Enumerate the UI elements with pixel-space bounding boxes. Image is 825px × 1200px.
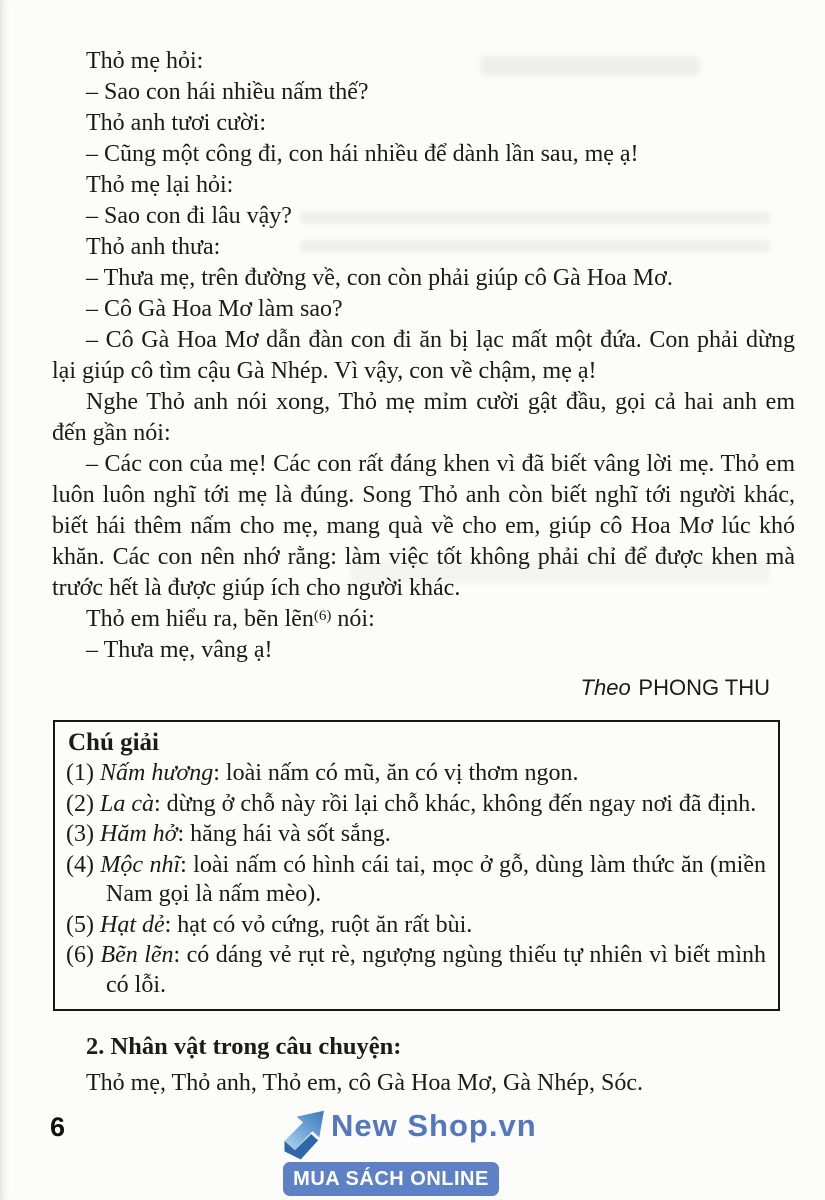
story-paragraph: – Thưa mẹ, trên đường về, con còn phải giúp cô Gà Hoa Mơ.	[86, 265, 673, 291]
glossary-entry: (2) La cà: dừng ở chỗ này rồi lại chỗ khác, không đến ngay nơi đã định.	[66, 790, 757, 817]
section-characters	[52, 1032, 795, 1098]
story-paragraph: Thỏ mẹ hỏi:	[86, 48, 204, 74]
footnote-reference: (6)	[313, 608, 332, 624]
story-paragraph: – Cô Gà Hoa Mơ dẫn đàn con đi ăn bị lạc mất một đứa. Con phải dừng lại giúp cô tìm cậu Gà Nhép. Vì vậy, con về chậm, mẹ ạ!	[52, 327, 795, 384]
story-paragraph: – Cũng một công đi, con hái nhiều để dành lần sau, mẹ ạ!	[86, 141, 639, 167]
section-body: Thỏ mẹ, Thỏ anh, Thỏ em, cô Gà Hoa Mơ, Gà Nhép, Sóc.	[86, 1070, 644, 1096]
story-paragraph: Thỏ anh tươi cười:	[86, 110, 267, 136]
glossary-term: Nấm hương	[99, 760, 214, 786]
glossary-entries	[66, 759, 766, 1000]
glossary-box	[53, 720, 780, 1011]
section-heading: 2. Nhân vật trong câu chuyện:	[86, 1033, 402, 1060]
glossary-term: Mộc nhĩ	[100, 851, 181, 878]
story-paragraph: – Các con của mẹ! Các con rất đáng khen vì đã biết vâng lời mẹ. Thỏ em luôn luôn nghĩ tới mẹ là đúng. Song Thỏ anh còn biết nghĩ tới người khác, biết hái thêm nấm cho mẹ, mang quà về cho em, giúp cô Hoa Mơ lúc khó khăn. Các con nên nhớ rằng: làm việc tốt không phải chỉ để được khen mà trước hết là được giúp ích cho người khác.	[52, 451, 795, 601]
story-paragraph: Nghe Thỏ anh nói xong, Thỏ mẹ mỉm cười gật đầu, gọi cả hai anh em đến gần nói:	[52, 389, 795, 446]
glossary-entry: (4) Mộc nhĩ: loài nấm có hình cái tai, mọc ở gỗ, dùng làm thức ăn (miền Nam gọi là nấm mèo).	[66, 851, 767, 907]
story-paragraphs	[52, 46, 795, 666]
attribution-author: PHONG THU	[638, 675, 770, 700]
story-paragraph: Thỏ anh thưa:	[86, 234, 221, 260]
glossary-title: Chú giải	[68, 729, 160, 756]
glossary-term: Hạt dẻ	[99, 911, 165, 938]
newshop-banner: MUA SÁCH ONLINE	[283, 1162, 499, 1196]
glossary-entry: (1) Nấm hương: loài nấm có mũ, ăn có vị thơm ngon.	[66, 760, 579, 786]
glossary-entry: (5) Hạt dẻ: hạt có vỏ cứng, ruột ăn rất bùi.	[66, 911, 473, 938]
glossary-term: Bẽn lẽn	[100, 942, 174, 968]
page-number: 6	[50, 1112, 66, 1142]
attribution-prefix: Theo	[580, 675, 631, 700]
glossary-entry: (6) Bẽn lẽn: có dáng vẻ rụt rè, ngượng ngùng thiếu tự nhiên vì biết mình có lỗi.	[66, 942, 767, 998]
glossary-term: La cà	[99, 790, 154, 817]
story-text	[52, 46, 795, 703]
story-paragraph: – Sao con hái nhiều nấm thế?	[86, 79, 369, 105]
newshop-logo-text: New Shop.vn	[331, 1108, 537, 1143]
story-paragraph: – Cô Gà Hoa Mơ làm sao?	[86, 296, 343, 322]
newshop-logo	[281, 1094, 537, 1200]
glossary-term: Hăm hở	[99, 821, 178, 847]
story-paragraph: – Thưa mẹ, vâng ạ!	[86, 637, 273, 663]
glossary-entry: (3) Hăm hở: hăng hái và sốt sắng.	[66, 821, 391, 847]
story-paragraph: Thỏ mẹ lại hỏi:	[86, 172, 234, 198]
story-attribution	[52, 672, 795, 703]
story-paragraph: Thỏ em hiểu ra, bẽn lẽn$^{(6)}$ nói:	[86, 606, 375, 632]
story-paragraph: – Sao con đi lâu vậy?	[86, 203, 292, 229]
